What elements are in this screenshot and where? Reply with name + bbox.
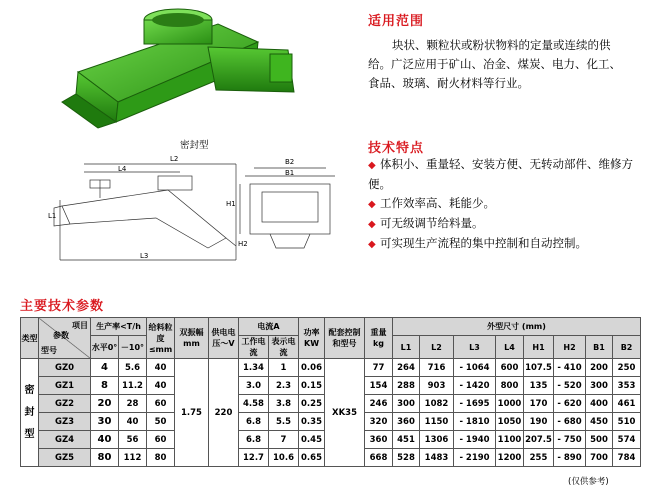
table-cell: 12.7 (239, 449, 269, 467)
table-cell: 11.2 (119, 377, 147, 395)
table-cell: 668 (365, 449, 393, 467)
table-cell: - 1810 (454, 413, 496, 431)
table-cell: 400 (586, 395, 613, 413)
table-cell: 20 (91, 395, 119, 413)
dim-L2: L2 (170, 155, 179, 163)
specs-table (20, 317, 641, 467)
photo-caption: 密封型 (180, 140, 209, 151)
table-cell: 450 (586, 413, 613, 431)
table-cell: 107.5 (524, 359, 554, 377)
table-cell: 0.06 (299, 359, 325, 377)
model-cell: GZ0 (39, 359, 91, 377)
header-type: 类型 (21, 318, 39, 359)
header-display-current: 表示电流 (269, 336, 299, 359)
header-dim-b2: B2 (613, 336, 641, 359)
header-incline: －10° (119, 336, 147, 359)
table-cell: 56 (119, 431, 147, 449)
table-cell: 784 (613, 449, 641, 467)
table-cell: 40 (147, 359, 175, 377)
feature-item: ◆ 可无级调节给料量。 (368, 214, 634, 234)
dim-B2: B2 (285, 158, 295, 166)
table-cell: 300 (393, 395, 420, 413)
header-amplitude: 双振幅mm (175, 318, 209, 359)
technical-drawing (40, 150, 340, 272)
table-cell: 80 (91, 449, 119, 467)
table-cell: 1150 (420, 413, 454, 431)
header-dim-h2: H2 (554, 336, 586, 359)
table-cell: 1306 (420, 431, 454, 449)
dim-B1: B1 (285, 169, 295, 177)
table-cell: 40 (119, 413, 147, 431)
table-cell: 903 (420, 377, 454, 395)
table-cell: - 680 (554, 413, 586, 431)
voltage-cell: 220 (209, 359, 239, 467)
table-cell: 700 (586, 449, 613, 467)
table-cell: - 1064 (454, 359, 496, 377)
table-cell: - 520 (554, 377, 586, 395)
table-cell: 360 (365, 431, 393, 449)
table-cell: 1000 (496, 395, 524, 413)
table-cell: 1 (269, 359, 299, 377)
table-cell: 300 (586, 377, 613, 395)
table-cell: 0.35 (299, 413, 325, 431)
table-cell: 207.5 (524, 431, 554, 449)
header-weight: 重量kg (365, 318, 393, 359)
diamond-icon: ◆ (368, 219, 376, 230)
table-cell: 0.65 (299, 449, 325, 467)
table-cell: 8 (91, 377, 119, 395)
table-cell: 451 (393, 431, 420, 449)
table-cell: 500 (586, 431, 613, 449)
table-cell: 353 (613, 377, 641, 395)
header-work-current: 工作电流 (239, 336, 269, 359)
table-cell: 40 (147, 377, 175, 395)
table-cell: 600 (496, 359, 524, 377)
header-dim-b1: B1 (586, 336, 613, 359)
header-current: 电流A (239, 318, 299, 336)
table-cell: - 2190 (454, 449, 496, 467)
table-cell: 3.8 (269, 395, 299, 413)
table-cell: - 750 (554, 431, 586, 449)
application-title: 适用范围 (368, 14, 425, 29)
table-row (21, 359, 641, 377)
dim-H2: H2 (238, 240, 248, 248)
table-cell: 0.25 (299, 395, 325, 413)
table-cell: 60 (147, 395, 175, 413)
table-cell: 80 (147, 449, 175, 467)
table-cell: 6.8 (239, 431, 269, 449)
table-cell: 1100 (496, 431, 524, 449)
table-cell: 40 (91, 431, 119, 449)
table-cell: 800 (496, 377, 524, 395)
feature-item: ◆ 工作效率高、耗能少。 (368, 194, 634, 214)
header-power: 功率KW (299, 318, 325, 359)
header-dim-h1: H1 (524, 336, 554, 359)
diamond-icon: ◆ (368, 199, 376, 210)
table-cell: 3.0 (239, 377, 269, 395)
specs-title: 主要技术参数 (20, 299, 105, 314)
table-cell: 360 (393, 413, 420, 431)
table-cell: 190 (524, 413, 554, 431)
table-cell: 170 (524, 395, 554, 413)
header-control: 配套控制和型号 (325, 318, 365, 359)
table-cell: 264 (393, 359, 420, 377)
table-cell: 135 (524, 377, 554, 395)
table-cell: 200 (586, 359, 613, 377)
model-cell: GZ2 (39, 395, 91, 413)
table-cell: 716 (420, 359, 454, 377)
table-cell: 1200 (496, 449, 524, 467)
header-capacity: 生产率<T/h (91, 318, 147, 336)
header-dims: 外型尺寸 (mm) (393, 318, 641, 336)
type-cell: 密 封 型 (21, 359, 39, 467)
table-cell: 288 (393, 377, 420, 395)
table-cell: 255 (524, 449, 554, 467)
table-cell: - 1420 (454, 377, 496, 395)
table-cell: 461 (613, 395, 641, 413)
table-cell: 320 (365, 413, 393, 431)
table-cell: 1.34 (239, 359, 269, 377)
amplitude-cell: 1.75 (175, 359, 209, 467)
model-cell: GZ5 (39, 449, 91, 467)
table-cell: 4 (91, 359, 119, 377)
table-cell: 60 (147, 431, 175, 449)
table-cell: 5.6 (119, 359, 147, 377)
table-cell: 4.58 (239, 395, 269, 413)
feature-item: ◆ 体积小、重量轻、安装方便、无转动部件、维修方便。 (368, 157, 633, 191)
table-cell: - 890 (554, 449, 586, 467)
header-dim-l4: L4 (496, 336, 524, 359)
feature-item: ◆ 可实现生产流程的集中控制和自动控制。 (368, 234, 634, 254)
header-voltage: 供电电压～V (209, 318, 239, 359)
model-cell: GZ4 (39, 431, 91, 449)
features-list (368, 155, 634, 254)
table-cell: 528 (393, 449, 420, 467)
control-cell: XK35 (325, 359, 365, 467)
table-cell: 1483 (420, 449, 454, 467)
table-cell: 510 (613, 413, 641, 431)
dim-L1: L1 (48, 212, 57, 220)
model-cell: GZ3 (39, 413, 91, 431)
table-cell: 7 (269, 431, 299, 449)
table-cell: 77 (365, 359, 393, 377)
header-granularity: 给料粒度≤mm (147, 318, 175, 359)
header-dim-l2: L2 (420, 336, 454, 359)
reference-note: (仅供参考) (568, 477, 609, 487)
dim-L4: L4 (118, 165, 127, 173)
header-corner: 项目 参数 型号 (39, 318, 91, 359)
header-horizontal: 水平0° (91, 336, 119, 359)
product-photo (58, 2, 308, 130)
table-cell: 246 (365, 395, 393, 413)
header-dim-l3: L3 (454, 336, 496, 359)
table-cell: 250 (613, 359, 641, 377)
table-cell: 0.15 (299, 377, 325, 395)
table-cell: 30 (91, 413, 119, 431)
table-cell: - 1940 (454, 431, 496, 449)
table-cell: 112 (119, 449, 147, 467)
model-cell: GZ1 (39, 377, 91, 395)
table-cell: 28 (119, 395, 147, 413)
table-cell: 0.45 (299, 431, 325, 449)
table-cell: - 620 (554, 395, 586, 413)
diamond-icon: ◆ (368, 239, 376, 250)
table-cell: 6.8 (239, 413, 269, 431)
table-cell: 574 (613, 431, 641, 449)
header-dim-l1: L1 (393, 336, 420, 359)
table-cell: 1050 (496, 413, 524, 431)
dim-L3: L3 (140, 252, 149, 260)
table-cell: 1082 (420, 395, 454, 413)
table-cell: - 410 (554, 359, 586, 377)
table-cell: 154 (365, 377, 393, 395)
diamond-icon: ◆ (368, 160, 376, 171)
table-cell: 2.3 (269, 377, 299, 395)
table-cell: 50 (147, 413, 175, 431)
table-cell: 10.6 (269, 449, 299, 467)
dim-H1: H1 (226, 200, 236, 208)
table-cell: 5.5 (269, 413, 299, 431)
table-cell: - 1695 (454, 395, 496, 413)
features-title: 技术特点 (368, 141, 425, 156)
application-text: 块状、颗粒状或粉状物料的定量或连续的供给。广泛应用于矿山、冶金、煤炭、电力、化工、食品、玻璃、耐火材料等行业。 (368, 38, 621, 90)
